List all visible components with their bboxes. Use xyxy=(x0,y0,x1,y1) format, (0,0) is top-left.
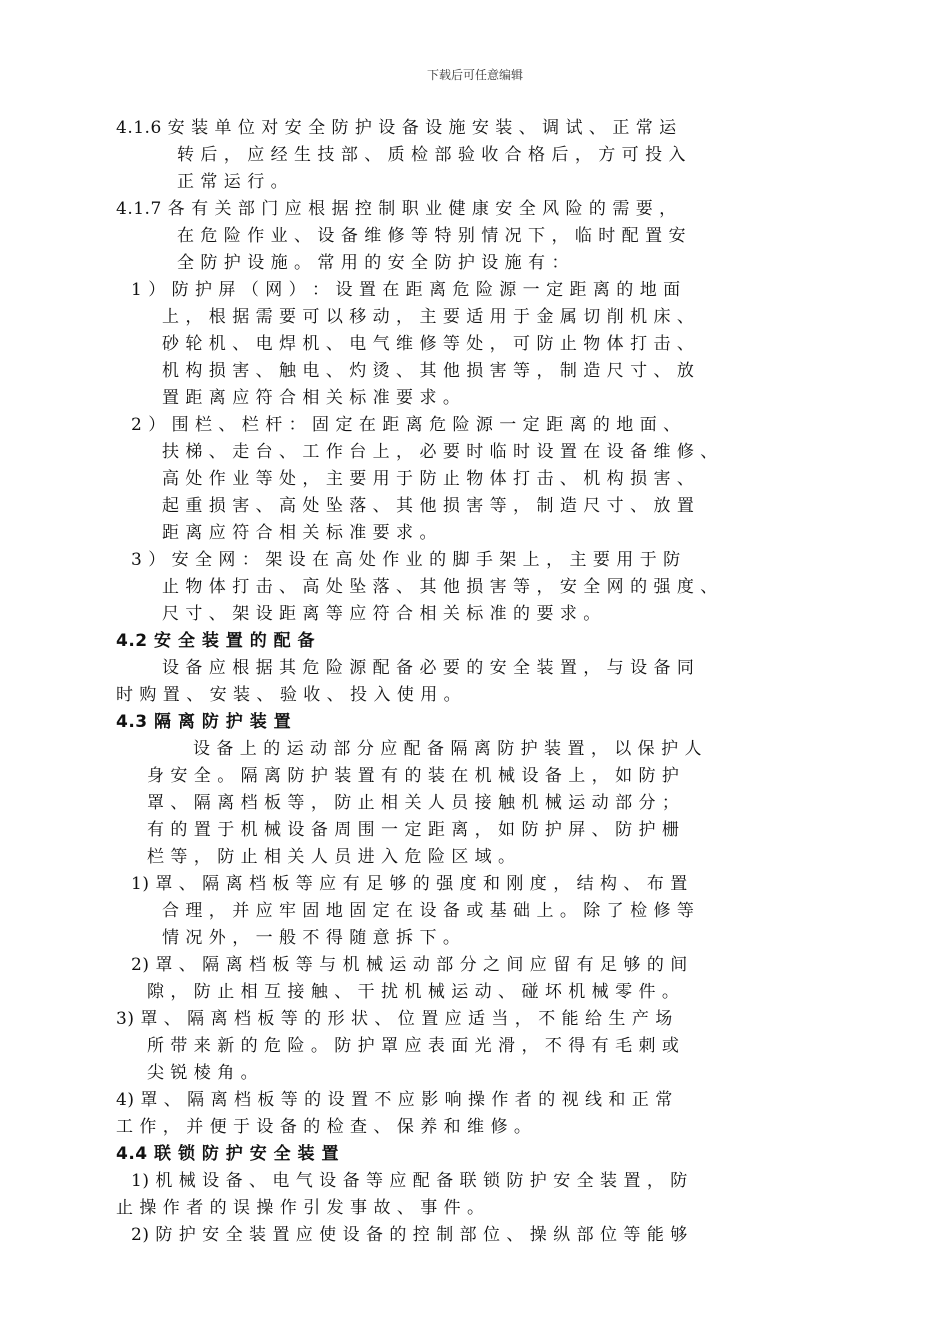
item-4-3-3-line-3: 尖 锐 棱 角 。 xyxy=(147,1063,259,1083)
section-4-3-line-3: 罩 、 隔 离 档 板 等 ， 防 止 相 关 人 员 接 触 机 械 运 动 部 分 ； xyxy=(147,793,680,813)
section-4-1-6-line-2: 转 后 ， 应 经 生 技 部 、 质 检 部 验 收 合 格 后 ， 方 可 投 入 xyxy=(177,145,686,165)
item-4-3-3-line-2: 所 带 来 新 的 危 险 。 防 护 罩 应 表 面 光 滑 ， 不 得 有 毛 刺 或 xyxy=(147,1036,680,1056)
section-4-1-7-line-1: 4.1.7 各 有 关 部 门 应 根 据 控 制 职 业 健 康 安 全 风 险 的 需 要 ， xyxy=(116,199,677,219)
section-4-1-7-line-3: 全 防 护 设 施 。 常 用 的 安 全 防 护 设 施 有 ： xyxy=(177,253,569,273)
section-4-3-line-2: 身 安 全 。 隔 离 防 护 装 置 有 的 装 在 机 械 设 备 上 ， 如 防 护 xyxy=(147,766,680,786)
section-4-1-6-line-1: 4.1.6 安 装 单 位 对 安 全 防 护 设 备 设 施 安 装 、 调 试 、 正 常 运 xyxy=(116,118,677,138)
section-4-2-line-1: 设 备 应 根 据 其 危 险 源 配 备 必 要 的 安 全 装 置 ， 与 设 备 同 xyxy=(162,658,695,678)
section-4-3-line-4: 有 的 置 于 机 械 设 备 周 围 一 定 距 离 ， 如 防 护 屏 、 防 护 栅 xyxy=(147,820,680,840)
item-4-3-1-line-1: 1) 罩 、 隔 离 档 板 等 应 有 足 够 的 强 度 和 刚 度 ， 结 构 、 布 置 xyxy=(131,874,688,894)
item-1-line-1: 1 ） 防 护 屏 （ 网 ） ： 设 置 在 距 离 危 险 源 一 定 距 离 的 地 面 xyxy=(131,280,681,300)
item-1-line-4: 机 构 损 害 、 触 电 、 灼 烫 、 其 他 损 害 等 ， 制 造 尺 寸 、 放 xyxy=(162,361,695,381)
page-header: 下载后可任意编辑 xyxy=(426,68,523,82)
item-4-3-2-line-2: 隙 ， 防 止 相 互 接 触 、 干 扰 机 械 运 动 、 碰 坏 机 械 零 件 。 xyxy=(147,982,680,1002)
heading-4-4: 4.4 联 锁 防 护 安 全 装 置 xyxy=(116,1144,339,1164)
item-2-line-4: 起 重 损 害 、 高 处 坠 落 、 其 他 损 害 等 ， 制 造 尺 寸 、 放 置 xyxy=(162,496,695,516)
item-2-line-3: 高 处 作 业 等 处 ， 主 要 用 于 防 止 物 体 打 击 、 机 构 损 害 、 xyxy=(162,469,695,489)
item-1-line-2: 上 ， 根 据 需 要 可 以 移 动 ， 主 要 适 用 于 金 属 切 削 机 床 、 xyxy=(162,307,695,327)
section-4-1-7-line-2: 在 危 险 作 业 、 设 备 维 修 等 特 别 情 况 下 ， 临 时 配 置 安 xyxy=(177,226,686,246)
section-4-2-line-2: 时 购 置 、 安 装 、 验 收 、 投 入 使 用 。 xyxy=(116,685,462,705)
item-4-3-2-line-1: 2) 罩 、 隔 离 档 板 等 与 机 械 运 动 部 分 之 间 应 留 有 足 够 的 间 xyxy=(131,955,688,975)
item-1-line-5: 置 距 离 应 符 合 相 关 标 准 要 求 。 xyxy=(162,388,461,408)
item-4-4-1-line-1: 1) 机 械 设 备 、 电 气 设 备 等 应 配 备 联 锁 防 护 安 全 装 置 ， 防 xyxy=(131,1171,688,1191)
item-4-3-1-line-3: 情 况 外 ， 一 般 不 得 随 意 拆 下 。 xyxy=(162,928,461,948)
item-2-line-5: 距 离 应 符 合 相 关 标 准 要 求 。 xyxy=(162,523,437,543)
item-3-line-2: 止 物 体 打 击 、 高 处 坠 落 、 其 他 损 害 等 ， 安 全 网 的 强 度 、 xyxy=(162,577,718,597)
heading-4-3: 4.3 隔 离 防 护 装 置 xyxy=(116,712,292,732)
item-3-line-1: 3 ） 安 全 网 ： 架 设 在 高 处 作 业 的 脚 手 架 上 ， 主 要 用 于 防 xyxy=(131,550,681,570)
item-4-3-4-line-1: 4) 罩 、 隔 离 档 板 等 的 设 置 不 应 影 响 操 作 者 的 视 线 和 正 常 xyxy=(116,1090,673,1110)
item-4-4-1-line-2: 止 操 作 者 的 误 操 作 引 发 事 故 、 事 件 。 xyxy=(116,1198,485,1218)
item-4-3-3-line-1: 3) 罩 、 隔 离 档 板 等 的 形 状 、 位 置 应 适 当 ， 不 能 给 生 产 场 xyxy=(116,1009,673,1029)
item-2-line-1: 2 ） 围 栏 、 栏 杆 ： 固 定 在 距 离 危 险 源 一 定 距 离 的 地 面 、 xyxy=(131,415,681,435)
item-2-line-2: 扶 梯 、 走 台 、 工 作 台 上 ， 必 要 时 临 时 设 置 在 设 备 维 修 、 xyxy=(162,442,718,462)
item-1-line-3: 砂 轮 机 、 电 焊 机 、 电 气 维 修 等 处 ， 可 防 止 物 体 打 击 、 xyxy=(162,334,695,354)
section-4-3-line-1: 设 备 上 的 运 动 部 分 应 配 备 隔 离 防 护 装 置 ， 以 保 护 人 xyxy=(193,739,702,759)
item-4-3-4-line-2: 工 作 ， 并 便 于 设 备 的 检 查 、 保 养 和 维 修 。 xyxy=(116,1117,532,1137)
item-4-4-2-line-1: 2) 防 护 安 全 装 置 应 使 设 备 的 控 制 部 位 、 操 纵 部 位 等 能 够 xyxy=(131,1225,688,1245)
item-4-3-1-line-2: 合 理 ， 并 应 牢 固 地 固 定 在 设 备 或 基 础 上 。 除 了 检 修 等 xyxy=(162,901,695,921)
section-4-3-line-5: 栏 等 ， 防 止 相 关 人 员 进 入 危 险 区 域 。 xyxy=(147,847,516,867)
item-3-line-3: 尺 寸 、 架 设 距 离 等 应 符 合 相 关 标 准 的 要 求 。 xyxy=(162,604,601,624)
section-4-1-6-line-3: 正 常 运 行 。 xyxy=(177,172,289,192)
heading-4-2: 4.2 安 全 装 置 的 配 备 xyxy=(116,631,316,651)
